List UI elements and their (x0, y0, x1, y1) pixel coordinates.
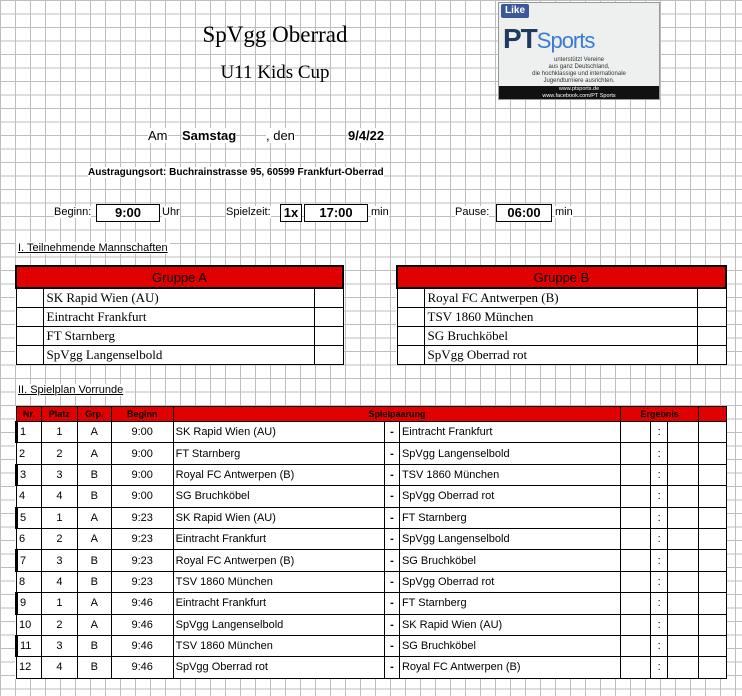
score-away[interactable] (668, 614, 699, 635)
match-group: A (77, 507, 111, 528)
date-value: 9/4/22 (348, 128, 385, 143)
facebook-like-icon: Like (501, 4, 529, 18)
match-group: A (77, 614, 111, 635)
group-b-team: TSV 1860 München (424, 308, 697, 327)
match-group: B (77, 571, 111, 592)
score-away[interactable] (668, 550, 699, 571)
match-time: 9:23 (111, 528, 173, 549)
score-colon: : (651, 486, 668, 507)
match-nr: 10 (17, 614, 42, 635)
header-spielpaarung: Spielpaarung (173, 407, 621, 422)
beginn-field[interactable]: 9:00 (96, 204, 160, 222)
section-teams-title: I. Teilnehmende Mannschaften (18, 242, 168, 254)
logo-brand: PTSports (503, 23, 595, 54)
score-colon: : (651, 528, 668, 549)
match-home-team: SpVgg Langenselbold (173, 614, 384, 635)
match-away-team: Eintracht Frankfurt (399, 422, 620, 443)
match-time: 9:46 (111, 657, 173, 678)
group-b-row (397, 346, 726, 365)
match-platz: 3 (41, 635, 77, 656)
spielzeit-min-label: min (371, 206, 389, 218)
match-group: B (77, 486, 111, 507)
match-away-team: SK Rapid Wien (AU) (399, 614, 620, 635)
score-home[interactable] (621, 443, 651, 464)
group-a-team: FT Starnberg (43, 327, 314, 346)
weekday-value: Samstag (182, 128, 237, 143)
score-away[interactable] (668, 443, 699, 464)
score-home[interactable] (621, 657, 651, 678)
match-dash: - (384, 614, 399, 635)
match-platz: 4 (41, 571, 77, 592)
match-group: B (77, 635, 111, 656)
match-away-team: SpVgg Oberrad rot (399, 486, 620, 507)
match-platz: 1 (41, 507, 77, 528)
match-home-team: Royal FC Antwerpen (B) (173, 464, 384, 485)
cup-title: U11 Kids Cup (220, 62, 330, 83)
header-platz: Platz (41, 407, 77, 422)
match-platz: 3 (41, 464, 77, 485)
match-away-team: SG Bruchköbel (399, 550, 620, 571)
score-home[interactable] (621, 593, 651, 614)
row-blank (699, 443, 727, 464)
group-a-row (16, 288, 343, 308)
spielzeit-label: Spielzeit: (226, 206, 271, 218)
score-colon: : (651, 571, 668, 592)
header-blank (699, 407, 727, 422)
match-away-team: SpVgg Langenselbold (399, 443, 620, 464)
schedule-row (17, 443, 727, 464)
match-group: B (77, 550, 111, 571)
score-away[interactable] (668, 486, 699, 507)
header-ergebnis: Ergebnis (621, 407, 699, 422)
spielzeit-field[interactable]: 17:00 (304, 204, 368, 222)
score-home[interactable] (621, 635, 651, 656)
row-blank (699, 571, 727, 592)
match-dash: - (384, 635, 399, 656)
row-blank (699, 486, 727, 507)
match-home-team: Eintracht Frankfurt (173, 593, 384, 614)
match-dash: - (384, 486, 399, 507)
schedule-row (17, 657, 727, 678)
group-b-team: SG Bruchköbel (424, 327, 697, 346)
match-away-team: Royal FC Antwerpen (B) (399, 657, 620, 678)
match-nr: 4 (17, 486, 42, 507)
schedule-row (17, 635, 727, 656)
match-nr: 6 (17, 528, 42, 549)
score-home[interactable] (621, 422, 651, 443)
match-platz: 1 (41, 593, 77, 614)
group-b-team: Royal FC Antwerpen (B) (424, 288, 697, 308)
schedule-table (15, 406, 727, 679)
score-colon: : (651, 443, 668, 464)
score-colon: : (651, 422, 668, 443)
schedule-row (17, 614, 727, 635)
score-home[interactable] (621, 614, 651, 635)
row-blank (699, 507, 727, 528)
score-away[interactable] (668, 507, 699, 528)
match-platz: 2 (41, 614, 77, 635)
group-b-row (397, 327, 726, 346)
match-dash: - (384, 593, 399, 614)
match-time: 9:23 (111, 571, 173, 592)
row-blank (699, 635, 727, 656)
group-a-team: Eintracht Frankfurt (43, 308, 314, 327)
match-time: 9:23 (111, 550, 173, 571)
match-dash: - (384, 507, 399, 528)
row-blank (699, 464, 727, 485)
match-home-team: TSV 1860 München (173, 571, 384, 592)
spielzeit-times-field[interactable]: 1x (280, 204, 302, 222)
match-time: 9:46 (111, 635, 173, 656)
score-away[interactable] (668, 635, 699, 656)
venue-text: Austragungsort: Buchrainstrasse 95, 60599 Frankfurt-Oberrad (88, 167, 384, 178)
match-time: 9:46 (111, 593, 173, 614)
group-b-team: SpVgg Oberrad rot (424, 346, 697, 365)
match-home-team: FT Starnberg (173, 443, 384, 464)
match-home-team: SpVgg Oberrad rot (173, 657, 384, 678)
match-dash: - (384, 464, 399, 485)
match-time: 9:00 (111, 422, 173, 443)
am-label: Am (148, 128, 168, 143)
match-dash: - (384, 550, 399, 571)
group-a-row (16, 308, 343, 327)
header-beginn: Beginn (111, 407, 173, 422)
match-dash: - (384, 422, 399, 443)
uhr-label: Uhr (162, 206, 180, 218)
pt-sports-logo (498, 2, 660, 100)
group-a-team: SK Rapid Wien (AU) (43, 288, 314, 308)
match-group: B (77, 657, 111, 678)
beginn-label: Beginn: (54, 206, 92, 218)
match-group: A (77, 443, 111, 464)
score-colon: : (651, 614, 668, 635)
match-platz: 1 (41, 422, 77, 443)
match-nr: 2 (17, 443, 42, 464)
group-b-title: Gruppe B (397, 266, 726, 288)
match-group: A (77, 422, 111, 443)
match-platz: 3 (41, 550, 77, 571)
match-group: A (77, 528, 111, 549)
match-time: 9:46 (111, 614, 173, 635)
row-blank (699, 528, 727, 549)
match-nr: 11 (17, 635, 42, 656)
schedule-row (17, 528, 727, 549)
row-blank (699, 593, 727, 614)
den-label: , den (266, 128, 295, 143)
score-home[interactable] (621, 486, 651, 507)
match-nr: 5 (17, 507, 42, 528)
match-away-team: FT Starnberg (399, 593, 620, 614)
row-blank (699, 614, 727, 635)
schedule-row (17, 550, 727, 571)
row-blank (699, 422, 727, 443)
match-nr: 7 (17, 550, 42, 571)
group-a-row (16, 346, 343, 365)
group-a-title: Gruppe A (16, 266, 343, 288)
match-nr: 12 (17, 657, 42, 678)
header-nr: Nr. (17, 407, 42, 422)
score-colon: : (651, 635, 668, 656)
schedule-row (17, 507, 727, 528)
match-dash: - (384, 443, 399, 464)
score-colon: : (651, 550, 668, 571)
match-home-team: SK Rapid Wien (AU) (173, 507, 384, 528)
pause-min-label: min (555, 206, 573, 218)
match-away-team: FT Starnberg (399, 507, 620, 528)
logo-footer: www.ptsports.de www.facebook.com/PT Sports (499, 86, 659, 99)
match-nr: 1 (17, 422, 42, 443)
match-home-team: SG Bruchköbel (173, 486, 384, 507)
header-grp: Grp. (77, 407, 111, 422)
group-b-row (397, 288, 726, 308)
score-away[interactable] (668, 528, 699, 549)
score-colon: : (651, 507, 668, 528)
score-away[interactable] (668, 593, 699, 614)
match-home-team: Eintracht Frankfurt (173, 528, 384, 549)
match-home-team: SK Rapid Wien (AU) (173, 422, 384, 443)
pause-label: Pause: (455, 206, 490, 218)
section-schedule-title: II. Spielplan Vorrunde (18, 384, 124, 396)
score-home[interactable] (621, 507, 651, 528)
match-nr: 3 (17, 464, 42, 485)
match-time: 9:00 (111, 486, 173, 507)
match-time: 9:00 (111, 443, 173, 464)
match-group: B (77, 464, 111, 485)
score-home[interactable] (621, 528, 651, 549)
schedule-row (17, 593, 727, 614)
score-colon: : (651, 464, 668, 485)
match-nr: 9 (17, 593, 42, 614)
row-blank (699, 657, 727, 678)
score-away[interactable] (668, 422, 699, 443)
score-away[interactable] (668, 464, 699, 485)
score-colon: : (651, 657, 668, 678)
score-home[interactable] (621, 571, 651, 592)
pause-field[interactable]: 06:00 (496, 204, 552, 222)
match-away-team: SpVgg Langenselbold (399, 528, 620, 549)
match-group: A (77, 593, 111, 614)
group-a-table (15, 265, 344, 365)
score-home[interactable] (621, 550, 651, 571)
score-colon: : (651, 593, 668, 614)
match-time: 9:23 (111, 507, 173, 528)
score-away[interactable] (668, 657, 699, 678)
match-time: 9:00 (111, 464, 173, 485)
schedule-row (17, 571, 727, 592)
match-home-team: TSV 1860 München (173, 635, 384, 656)
match-home-team: Royal FC Antwerpen (B) (173, 550, 384, 571)
match-dash: - (384, 571, 399, 592)
match-nr: 8 (17, 571, 42, 592)
match-away-team: SG Bruchköbel (399, 635, 620, 656)
group-b-table (396, 265, 727, 365)
match-dash: - (384, 657, 399, 678)
schedule-row (17, 486, 727, 507)
club-title: SpVgg Oberrad (202, 22, 348, 47)
match-dash: - (384, 528, 399, 549)
match-away-team: SpVgg Oberrad rot (399, 571, 620, 592)
match-platz: 2 (41, 528, 77, 549)
match-platz: 4 (41, 657, 77, 678)
group-a-team: SpVgg Langenselbold (43, 346, 314, 365)
score-away[interactable] (668, 571, 699, 592)
row-blank (699, 550, 727, 571)
logo-tagline: unterstützt Vereine aus ganz Deutschland, die hochklassige und internationale Jugendturniere ausrichten. (532, 57, 626, 84)
match-away-team: TSV 1860 München (399, 464, 620, 485)
group-a-row (16, 327, 343, 346)
match-platz: 4 (41, 486, 77, 507)
group-b-row (397, 308, 726, 327)
score-home[interactable] (621, 464, 651, 485)
match-platz: 2 (41, 443, 77, 464)
schedule-row (17, 422, 727, 443)
schedule-row (17, 464, 727, 485)
